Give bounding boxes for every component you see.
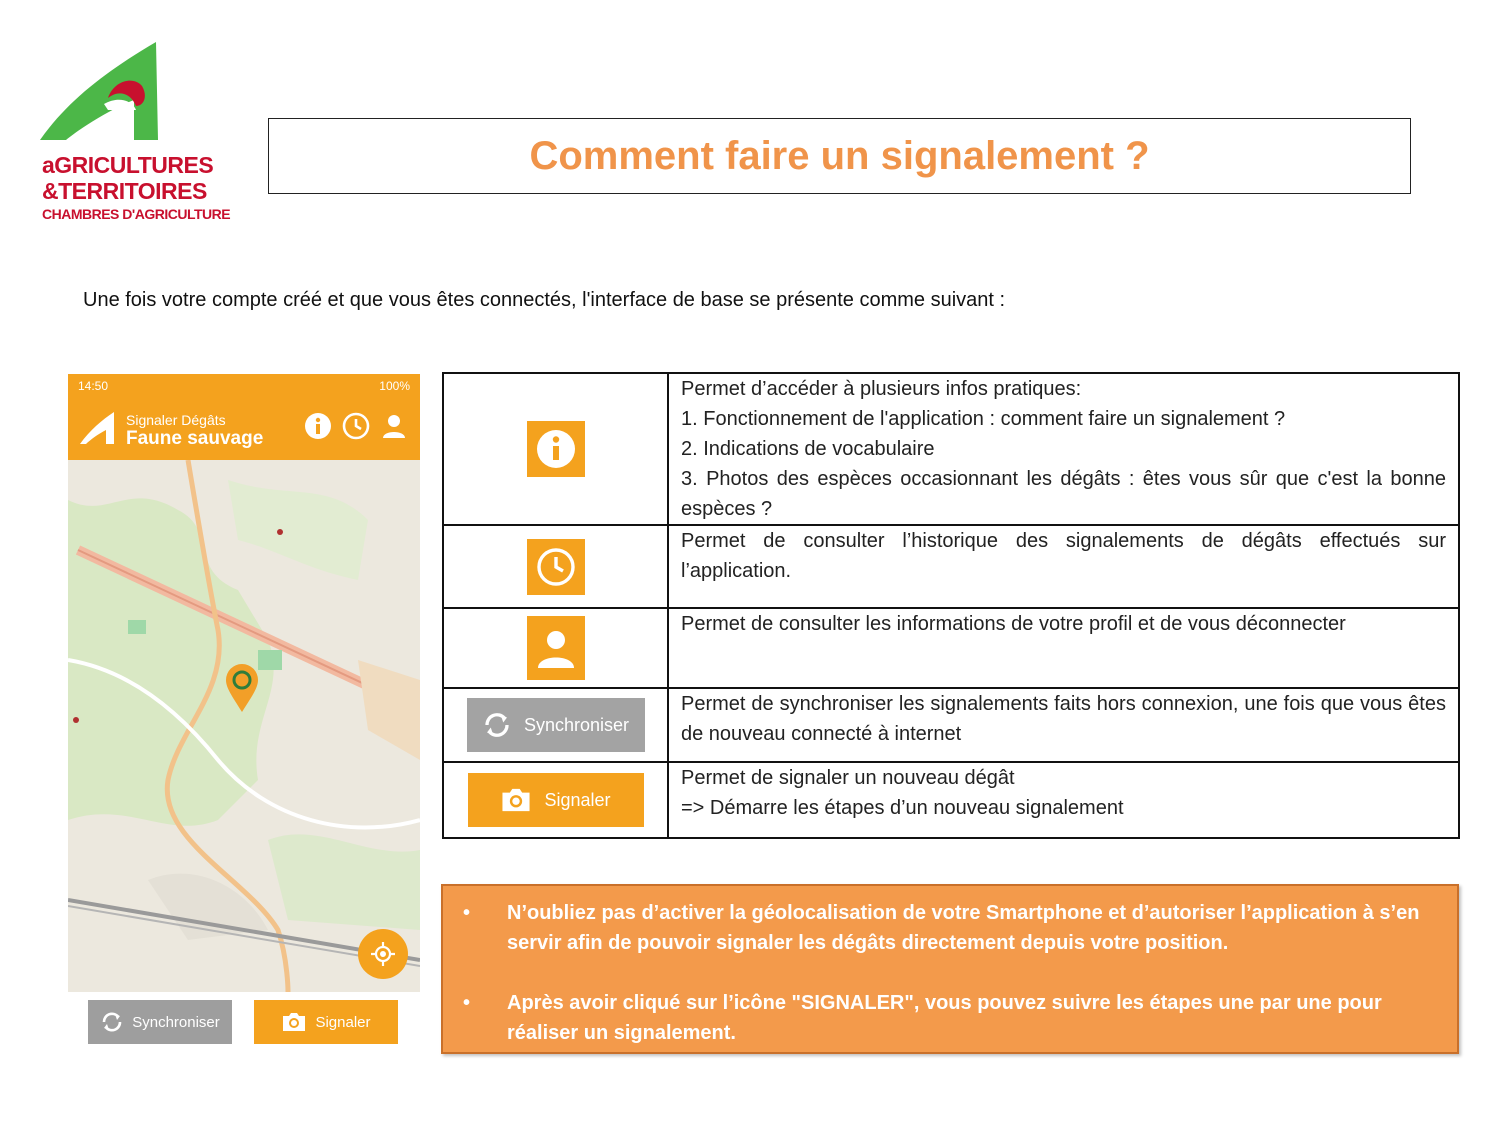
icon-legend-table bbox=[442, 372, 1460, 839]
user-icon bbox=[527, 616, 585, 680]
icon-cell bbox=[443, 762, 668, 838]
row-description bbox=[668, 688, 1459, 762]
icon-cell bbox=[443, 373, 668, 525]
row-description bbox=[668, 762, 1459, 838]
desc-line: 2. Indications de vocabulaire bbox=[681, 438, 935, 460]
sync-icon bbox=[100, 1010, 124, 1034]
app-title: Faune sauvage bbox=[126, 428, 264, 449]
icon-cell bbox=[443, 525, 668, 608]
map-background bbox=[68, 460, 420, 992]
map-view[interactable] bbox=[68, 460, 420, 992]
table-row bbox=[443, 762, 1459, 838]
phone-status-bar bbox=[68, 374, 420, 398]
icon-cell bbox=[443, 688, 668, 762]
page-title: Comment faire un signalement ? bbox=[529, 133, 1150, 178]
signal-button-sample bbox=[468, 773, 644, 827]
status-battery: 100% bbox=[379, 379, 410, 393]
phone-bottom-bar bbox=[68, 992, 420, 1054]
row-description bbox=[668, 373, 1459, 525]
app-subtitle: Signaler Dégâts bbox=[126, 412, 226, 428]
locate-button[interactable] bbox=[358, 929, 408, 979]
note-item bbox=[459, 898, 1437, 958]
desc-line: Permet de consulter les informations de votre profil et de vous déconnecter bbox=[681, 613, 1346, 635]
clock-icon bbox=[527, 539, 585, 595]
sync-button-label: Synchroniser bbox=[523, 714, 630, 735]
intro-text: Une fois votre compte créé et que vous êtes connectés, l'interface de base se présente comme suivant : bbox=[83, 289, 1006, 311]
app-logo-icon bbox=[78, 408, 118, 448]
note-item bbox=[459, 988, 1437, 1048]
desc-line: Permet d’accéder à plusieurs infos pratiques: bbox=[681, 378, 1082, 400]
phone-sync-label: Synchroniser bbox=[132, 1013, 220, 1031]
note-text: N’oubliez pas d’activer la géolocalisation de votre Smartphone et d’autoriser l’application à s’en servir afin de pouvoir signaler les dégâts directement depuis votre position. bbox=[507, 902, 1420, 954]
clock-icon[interactable] bbox=[342, 412, 370, 440]
signal-button-label: Signaler bbox=[544, 789, 611, 810]
desc-line: Permet de consulter l’historique des signalements de dégâts effectués sur l’application. bbox=[681, 530, 1446, 582]
phone-signal-button[interactable] bbox=[254, 1000, 398, 1044]
note-text: Après avoir cliqué sur l’icône "SIGNALER", vous pouvez suivre les étapes une par une pour réaliser un signalement. bbox=[507, 992, 1382, 1044]
bullet: • bbox=[463, 992, 471, 1014]
logo-mark-icon bbox=[38, 40, 168, 148]
phone-signal-label: Signaler bbox=[315, 1013, 371, 1031]
desc-line: 3. Photos des espèces occasionnant les dégâts : êtes vous sûr que c'est la bonne espèces ? bbox=[681, 468, 1446, 520]
row-description bbox=[668, 608, 1459, 688]
camera-icon bbox=[500, 786, 532, 814]
desc-line: 1. Fonctionnement de l'application : comment faire un signalement ? bbox=[681, 408, 1286, 430]
sync-icon bbox=[482, 710, 512, 740]
desc-line: Permet de synchroniser les signalements faits hors connexion, une fois que vous êtes de nouveau connecté à internet bbox=[681, 693, 1446, 745]
logo-line-3: CHAMBRES D'AGRICULTURE bbox=[42, 206, 231, 222]
title-box bbox=[268, 118, 1411, 194]
camera-icon bbox=[281, 1011, 307, 1033]
crosshair-icon bbox=[370, 941, 396, 967]
phone-screenshot bbox=[68, 374, 420, 1054]
info-icon[interactable] bbox=[304, 412, 332, 440]
info-icon bbox=[527, 421, 585, 477]
table-row bbox=[443, 373, 1459, 525]
logo-line-2: &TERRITOIRES bbox=[42, 178, 207, 204]
chambres-agriculture-logo bbox=[38, 40, 231, 230]
location-pin-icon bbox=[224, 662, 260, 714]
bullet: • bbox=[463, 902, 471, 924]
desc-line: Permet de signaler un nouveau dégât bbox=[681, 767, 1015, 789]
note-box bbox=[441, 884, 1459, 1054]
phone-sync-button[interactable] bbox=[88, 1000, 232, 1044]
sync-button-sample bbox=[467, 698, 645, 752]
row-description bbox=[668, 525, 1459, 608]
status-time: 14:50 bbox=[78, 379, 109, 393]
table-row bbox=[443, 525, 1459, 608]
table-row bbox=[443, 688, 1459, 762]
icon-cell bbox=[443, 608, 668, 688]
table-row bbox=[443, 608, 1459, 688]
desc-line: => Démarre les étapes d’un nouveau signalement bbox=[681, 797, 1124, 819]
user-icon[interactable] bbox=[380, 412, 408, 440]
logo-line-1: aGRICULTURES bbox=[42, 152, 214, 178]
